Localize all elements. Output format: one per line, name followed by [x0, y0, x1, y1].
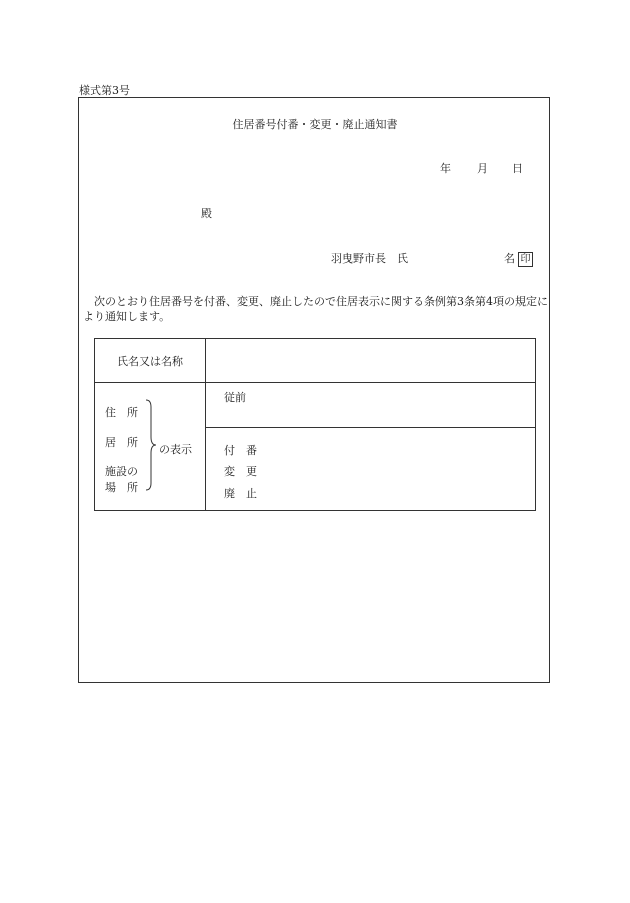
label-kyosho: 居 所 — [105, 436, 138, 449]
after-cell[interactable] — [206, 428, 536, 511]
after-label-change: 変 更 — [224, 465, 257, 478]
after-label-assign: 付 番 — [224, 444, 257, 457]
date-day-label: 日 — [512, 162, 523, 175]
form-number: 様式第3号 — [79, 84, 130, 97]
name-row — [95, 339, 536, 383]
name-label: 氏名又は名称 — [117, 354, 183, 368]
issuer-name — [504, 250, 533, 267]
date-year-label: 年 — [440, 162, 451, 175]
issuer-title: 羽曳野市長 氏 — [331, 252, 408, 265]
label-shisetsu-line2: 場 所 — [105, 481, 138, 494]
addressee-suffix: 殿 — [201, 207, 212, 220]
notice-body-text: 次のとおり住居番号を付番、変更、廃止したので住居表示に関する条例第3条第4項の規定により通知します。 — [83, 295, 548, 323]
address-row-before — [95, 383, 536, 428]
label-shisetsu-line1: 施設の — [105, 465, 138, 478]
seal-stamp-box: 印 — [518, 252, 533, 267]
address-label-cell — [95, 383, 206, 511]
name-value-cell[interactable] — [206, 339, 536, 383]
notice-info-table — [94, 338, 536, 511]
name-label-cell — [95, 339, 206, 383]
before-label: 従前 — [224, 391, 246, 404]
label-jusho: 住 所 — [105, 406, 138, 419]
right-brace-icon — [145, 399, 157, 491]
label-display-suffix: の表示 — [159, 443, 192, 456]
after-label-abolish: 廃 止 — [224, 487, 257, 500]
issuer-name-label: 名 — [504, 252, 515, 265]
document-title: 住居番号付番・変更・廃止通知書 — [232, 118, 398, 131]
before-cell[interactable] — [206, 383, 536, 428]
date-month-label: 月 — [477, 162, 488, 175]
